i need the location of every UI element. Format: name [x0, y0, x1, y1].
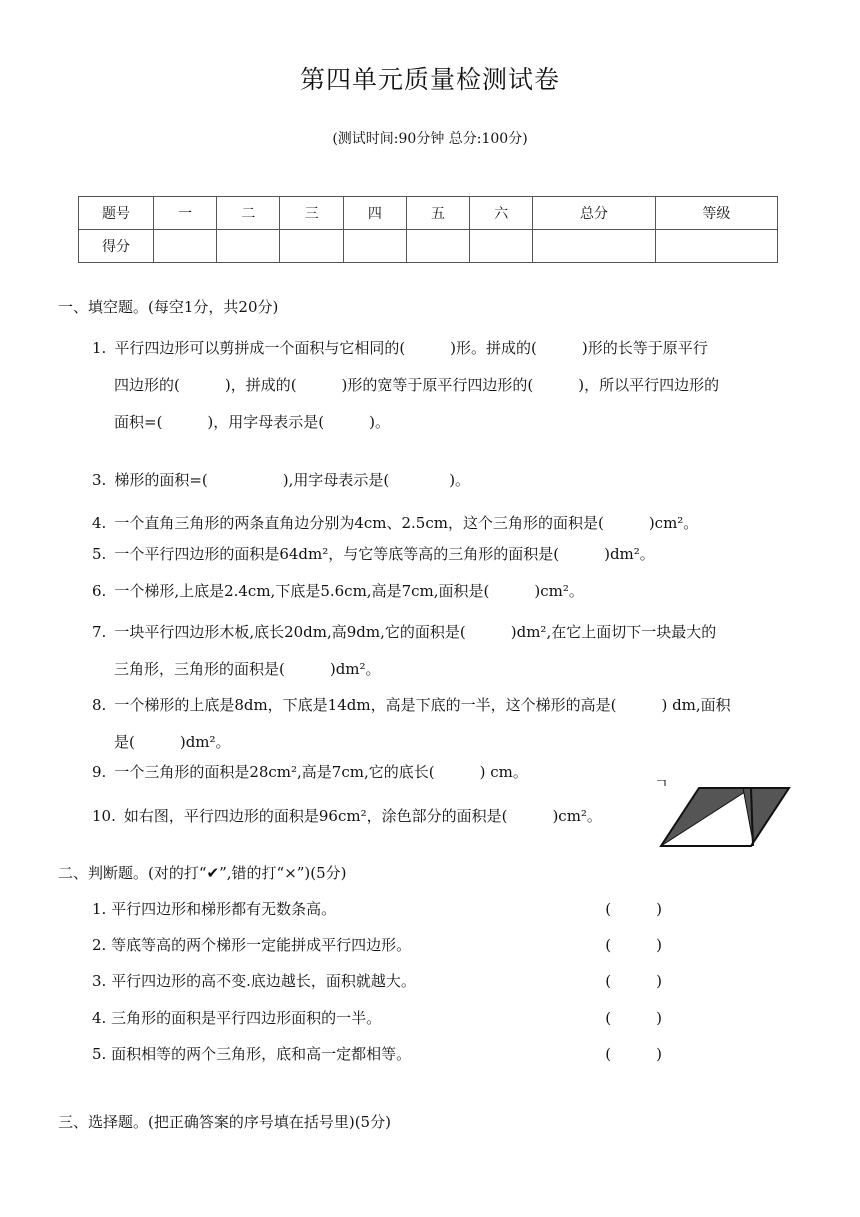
score-input-cell[interactable]	[406, 230, 469, 263]
score-input-cell[interactable]	[343, 230, 406, 263]
question-7	[92, 614, 800, 688]
section-2-heading: 二、判断题。(对的打“✔”,错的打“×”)(5分)	[58, 864, 347, 882]
score-table-header-row	[79, 197, 778, 230]
judge-item	[92, 1043, 662, 1064]
question-number: 4.	[92, 1009, 107, 1027]
answer-paren[interactable]: ( )	[605, 1045, 662, 1063]
question-text: 一个三角形的面积是28cm²,高是7cm,它的底长( ) cm。	[114, 763, 528, 781]
score-header-cell: 二	[217, 197, 280, 230]
shaded-triangle-right	[743, 788, 789, 842]
score-row-label: 得分	[79, 230, 154, 263]
judge-item	[92, 898, 662, 919]
score-input-cell[interactable]	[655, 230, 777, 263]
page-subtitle: (测试时间:90分钟 总分:100分)	[332, 131, 528, 147]
question-text: 平行四边形的高不变.底边越长，面积就越大。	[111, 972, 416, 990]
score-header-cell: 三	[280, 197, 343, 230]
question-text: 是( )dm²。	[114, 733, 231, 751]
question-text: 四边形的( )，拼成的( )形的宽等于原平行四边形的( )，所以平行四边形的	[114, 376, 720, 394]
score-header-cell: 等级	[655, 197, 777, 230]
question-number: 10.	[92, 807, 116, 825]
score-input-cell[interactable]	[470, 230, 533, 263]
question-number: 4.	[92, 514, 107, 532]
score-header-cell: 四	[343, 197, 406, 230]
score-table	[78, 196, 778, 263]
question-text: 三角形的面积是平行四边形面积的一半。	[111, 1009, 382, 1027]
question-text: 梯形的面积=( ),用字母表示是( )。	[114, 471, 471, 489]
answer-paren[interactable]: ( )	[605, 936, 662, 954]
score-header-cell: 六	[470, 197, 533, 230]
question-1	[92, 330, 800, 441]
question-number: 5.	[92, 1045, 107, 1063]
question-number: 1.	[92, 900, 107, 918]
question-number: 3.	[92, 972, 107, 990]
question-text: 一个梯形,上底是2.4cm,下底是5.6cm,高是7cm,面积是( )cm²。	[114, 582, 584, 600]
section-3-heading: 三、选择题。(把正确答案的序号填在括号里)(5分)	[58, 1113, 391, 1131]
score-header-cell: 一	[154, 197, 217, 230]
section-1-heading: 一、填空题。(每空1分，共20分)	[58, 298, 279, 316]
score-header-cell: 五	[406, 197, 469, 230]
score-header-cell: 题号	[79, 197, 154, 230]
question-text: 面积相等的两个三角形，底和高一定都相等。	[111, 1045, 412, 1063]
question-text: 一块平行四边形木板,底长20dm,高9dm,它的面积是( )dm²,在它上面切下一块最大的	[114, 623, 717, 641]
question-number: 1.	[92, 339, 107, 357]
score-input-cell[interactable]	[154, 230, 217, 263]
page-title: 第四单元质量检测试卷	[299, 65, 560, 94]
judge-item	[92, 970, 662, 991]
question-text: 三角形，三角形的面积是( )dm²。	[114, 660, 381, 678]
question-text: 平行四边形和梯形都有无数条高。	[111, 900, 337, 918]
question-text: 平行四边形可以剪拼成一个面积与它相同的( )形。拼成的( )形的长等于原平行	[114, 339, 708, 357]
score-input-cell[interactable]	[533, 230, 655, 263]
question-8	[92, 687, 800, 761]
question-3	[92, 469, 800, 490]
answer-paren[interactable]: ( )	[605, 900, 662, 918]
judge-item	[92, 934, 662, 955]
question-text: 一个直角三角形的两条直角边分别为4cm、2.5cm，这个三角形的面积是( )cm²。	[114, 514, 699, 532]
question-text: 如右图，平行四边形的面积是96cm²，涂色部分的面积是( )cm²。	[123, 807, 602, 825]
question-4	[92, 512, 800, 533]
question-text: 等底等高的两个梯形一定能拼成平行四边形。	[111, 936, 412, 954]
question-text: 一个平行四边形的面积是64dm²，与它等底等高的三角形的面积是( )dm²。	[114, 545, 655, 563]
question-number: 2.	[92, 936, 107, 954]
corner-mark	[657, 780, 665, 786]
parallelogram-figure	[655, 780, 795, 850]
question-number: 8.	[92, 696, 107, 714]
shaded-triangle-left	[661, 788, 751, 846]
score-table-score-row	[79, 230, 778, 263]
question-text: 一个梯形的上底是8dm，下底是14dm，高是下底的一半，这个梯形的高是( ) dm,面积	[114, 696, 731, 714]
score-input-cell[interactable]	[280, 230, 343, 263]
answer-paren[interactable]: ( )	[605, 1009, 662, 1027]
score-header-cell: 总分	[533, 197, 655, 230]
question-text: 面积=( )，用字母表示是( )。	[114, 413, 390, 431]
question-number: 5.	[92, 545, 107, 563]
question-5	[92, 543, 800, 564]
score-input-cell[interactable]	[217, 230, 280, 263]
answer-paren[interactable]: ( )	[605, 972, 662, 990]
question-number: 7.	[92, 623, 107, 641]
question-9	[92, 761, 800, 782]
question-number: 6.	[92, 582, 107, 600]
judge-item	[92, 1007, 662, 1028]
question-number: 9.	[92, 763, 107, 781]
question-6	[92, 580, 800, 601]
question-number: 3.	[92, 471, 107, 489]
